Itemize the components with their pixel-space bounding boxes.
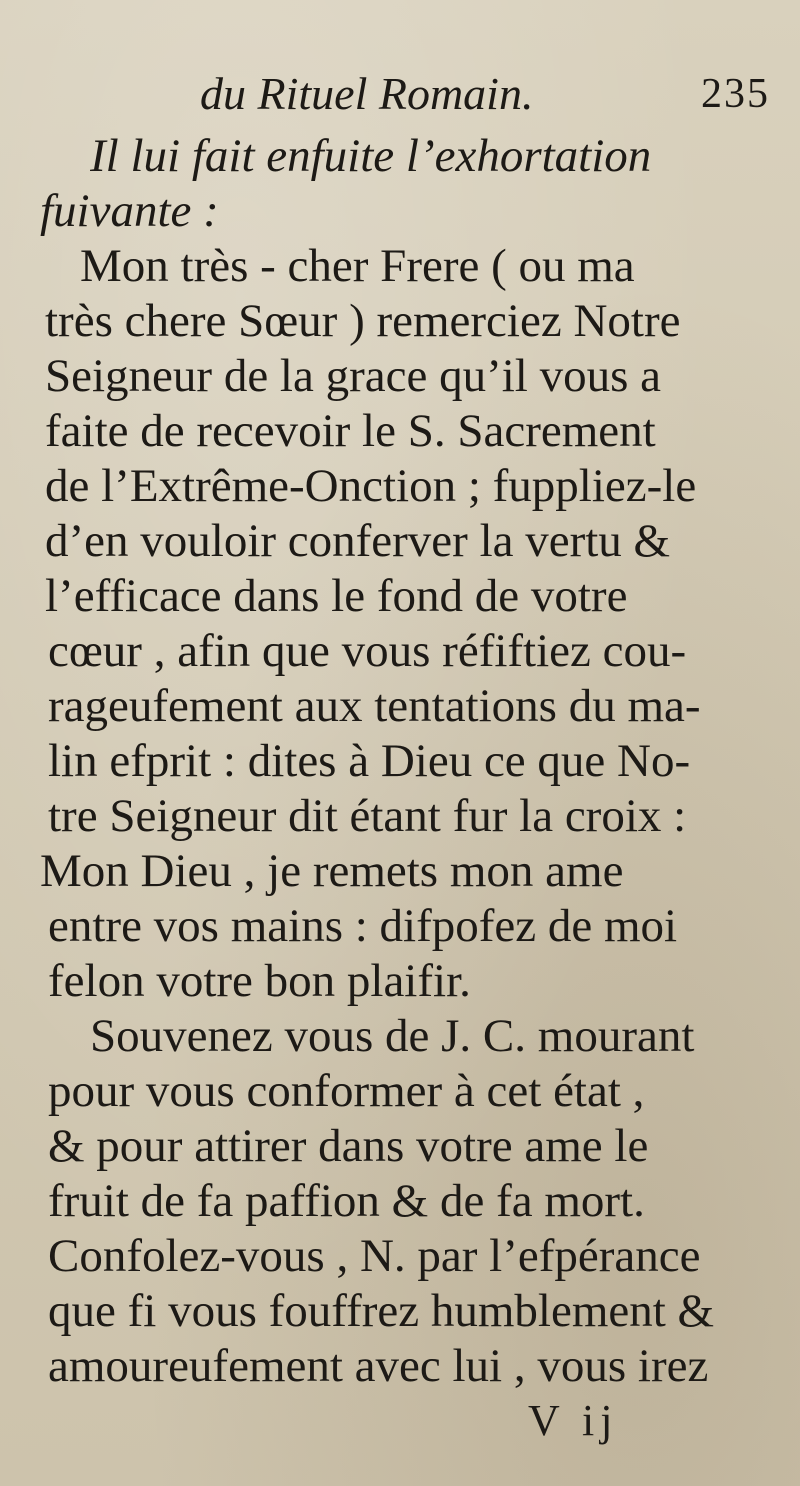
text-line-3: Mon très - cher Frere ( ou ma xyxy=(80,240,635,292)
page-number: 235 xyxy=(701,71,770,117)
text-line-12: lin efprit : dites à Dieu ce que No- xyxy=(48,735,691,787)
text-line-19: & pour attirer dans votre ame le xyxy=(48,1120,649,1172)
text-line-8: d’en vouloir conferver la vertu & xyxy=(45,515,671,567)
text-line-20: fruit de fa paffion & de fa mort. xyxy=(48,1175,645,1227)
page-header xyxy=(200,68,770,120)
text-line-18: pour vous conformer à cet état , xyxy=(48,1065,645,1117)
text-line-13: tre Seigneur dit étant fur la croix : xyxy=(48,790,687,842)
signature-mark: V ij xyxy=(528,1396,619,1445)
text-line-17: Souvenez vous de J. C. mourant xyxy=(90,1010,695,1062)
text-line-1: Il lui fait enfuite l’exhortation xyxy=(90,130,652,182)
text-line-7: de l’Extrême-Onction ; fuppliez-le xyxy=(45,460,697,512)
text-line-9: l’efficace dans le fond de votre xyxy=(45,570,628,622)
text-line-10: cœur , afin que vous réfiftiez cou- xyxy=(48,625,687,677)
text-line-16: felon votre bon plaifir. xyxy=(48,955,471,1007)
text-line-5: Seigneur de la grace qu’il vous a xyxy=(45,350,662,402)
text-line-2: fuivante : xyxy=(40,185,219,237)
text-line-21: Confolez-vous , N. par l’efpérance xyxy=(48,1230,701,1282)
text-line-23: amoureufement avec lui , vous irez xyxy=(48,1340,709,1392)
text-line-6: faite de recevoir le S. Sacrement xyxy=(45,405,656,457)
text-line-14: Mon Dieu , je remets mon ame xyxy=(40,845,624,897)
text-line-11: rageufement aux tentations du ma- xyxy=(48,680,701,732)
text-line-15: entre vos mains : difpofez de moi xyxy=(48,900,678,952)
running-title: du Rituel Romain. xyxy=(200,68,534,119)
text-line-4: très chere Sœur ) remerciez Notre xyxy=(45,295,681,347)
text-line-22: que fi vous fouffrez humblement & xyxy=(48,1285,715,1337)
